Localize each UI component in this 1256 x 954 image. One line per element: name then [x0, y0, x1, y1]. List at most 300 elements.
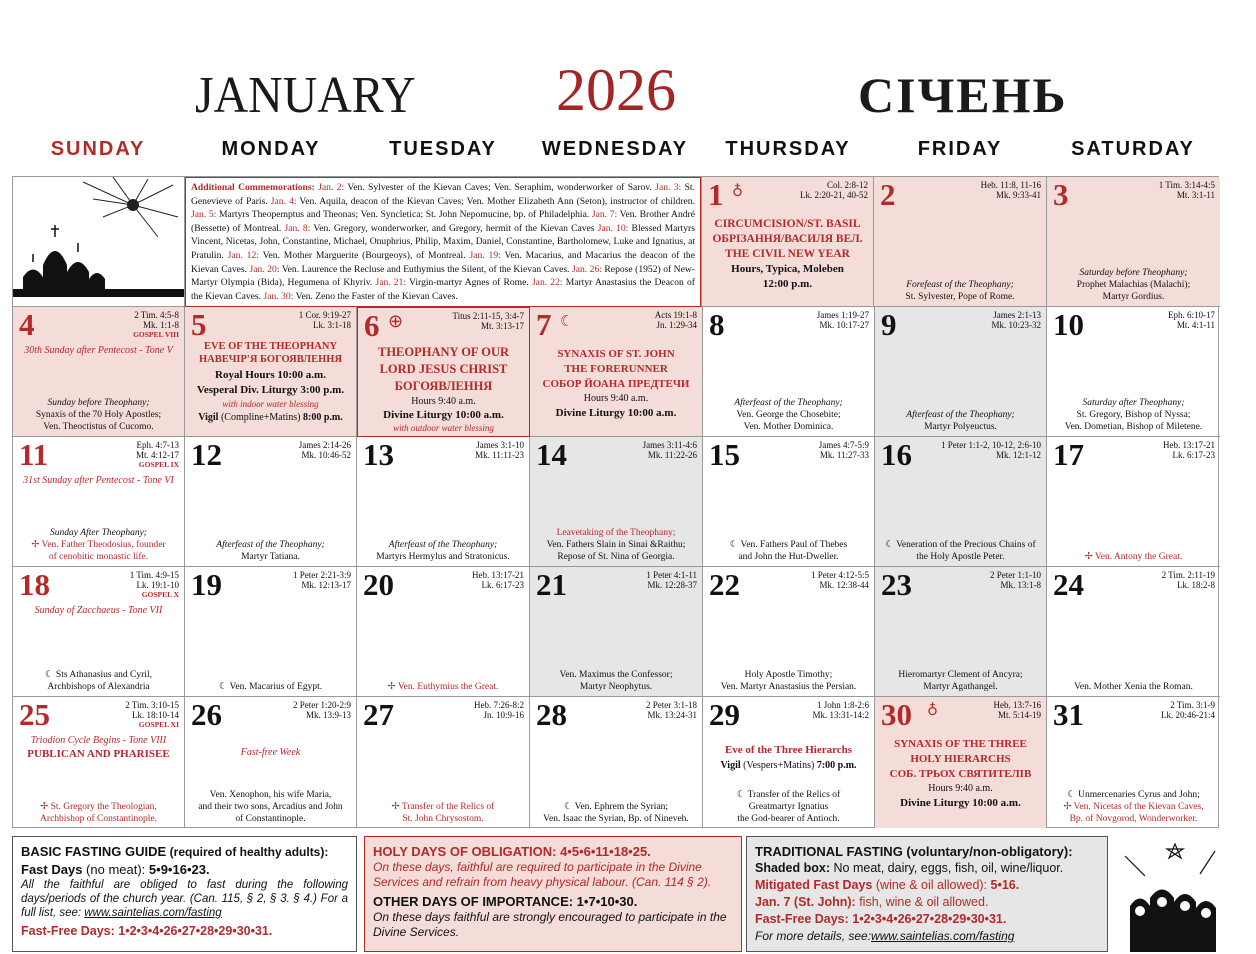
reading-epistle: James 2:14-26	[298, 440, 351, 450]
day-number: 4	[19, 307, 35, 342]
day-cell-27	[357, 697, 530, 828]
reading-gospel: Mk. 10:46-52	[301, 450, 351, 460]
feast-line: EVE OF THE THEOPHANY	[203, 341, 338, 352]
sunday-title: Sunday of Zacchaeus - Tone VII	[34, 605, 163, 616]
comm-date: Jan. 21:	[375, 277, 407, 289]
day-number: 30	[881, 697, 912, 732]
box-heading: HOLY DAYS OF OBLIGATION: 4•5•6•11•18•25.	[373, 844, 651, 859]
day-number: 11	[19, 437, 49, 472]
comm-line: Martyr Tatiana.	[241, 552, 300, 562]
day-cell-22	[703, 567, 875, 697]
reading-epistle: James 2:1-13	[993, 310, 1041, 320]
feast-line: НАВЕЧІР'Я БОГОЯВЛЕННЯ	[198, 354, 343, 365]
gospel-tone: GOSPEL X	[141, 590, 179, 599]
comm-line: Forefeast of the Theophany;	[906, 280, 1014, 290]
feast-heading	[875, 737, 1046, 810]
readings	[293, 570, 351, 590]
readings	[812, 700, 869, 720]
service-line: Divine Liturgy 10:00 a.m.	[555, 407, 677, 419]
day-cell-31	[1047, 697, 1220, 828]
commemorations	[13, 527, 184, 563]
comm-line: Synaxis of the 70 Holy Apostles;	[35, 410, 162, 420]
day-number: 10	[1053, 307, 1084, 342]
comm-line: Ven. Isaac the Syrian, Bp. of Nineveh.	[543, 814, 689, 824]
reading-epistle: 2 Tim. 3:10-15	[125, 700, 179, 710]
comm-date: Jan. 20:	[249, 263, 280, 275]
comm-line: Ven. Theoctistus of Cucomo.	[43, 422, 154, 432]
comm-date: Jan. 4:	[270, 195, 297, 207]
feast-line: THE CIVIL NEW YEAR	[725, 248, 850, 260]
shaded-box-note: No meat, dairy, eggs, fish, oil, wine/liquor.	[833, 861, 1064, 875]
comm-line: Ven. Dometian, Bishop of Miletene.	[1064, 422, 1203, 432]
day-cell-21	[530, 567, 703, 697]
day-cell-23	[875, 567, 1047, 697]
comm-line: the God-bearer of Antioch.	[737, 814, 840, 824]
comm-date: Jan. 3:	[655, 182, 682, 193]
reading-epistle: Heb. 13:17-21	[472, 570, 524, 580]
box-heading: BASIC FASTING GUIDE	[21, 844, 167, 859]
comm-line: Repose of St. Nina of Georgia.	[557, 552, 675, 562]
feast-line: CIRCUMCISION/ST. BASIL	[714, 218, 861, 230]
sunday-title: Triodion Cycle Begins - Tone VIII	[30, 735, 167, 746]
day-cell-28	[530, 697, 703, 828]
readings	[125, 700, 179, 730]
feast-line: SYNAXIS OF THE THREE	[894, 738, 1027, 750]
commemorations	[185, 539, 356, 563]
service-line: Hours, Typica, Moleben	[731, 263, 844, 275]
readings	[136, 440, 179, 470]
day-cell-17	[1047, 437, 1220, 567]
reading-gospel: Mt. 5:14-19	[997, 710, 1041, 720]
reading-gospel: Mt. 3:13-17	[480, 321, 524, 331]
reading-gospel: Mk. 12:1-12	[996, 450, 1041, 460]
jan7-note: fish, wine & oil allowed.	[859, 895, 989, 909]
reading-epistle: James 3:1-10	[476, 440, 524, 450]
service-line: Vigil	[720, 760, 741, 771]
traditional-fasting-box	[746, 836, 1108, 952]
mitigated-days: 5•16.	[990, 878, 1020, 892]
fish-icon: ☾	[560, 314, 574, 330]
reading-gospel: Mk. 11:22-26	[647, 450, 697, 460]
reading-epistle: Acts 19:1-8	[654, 310, 697, 320]
comm-line: Ven. Maximus the Confessor;	[559, 670, 673, 680]
comm-text: Ven. Aquila, deacon of the Kievan Caves; Ven. Mother Elizabeth Ann (Seton), instructor of children.	[299, 195, 695, 207]
commemorations	[357, 801, 529, 825]
day-number: 2	[880, 177, 896, 212]
comm-date: Jan. 26:	[571, 263, 602, 275]
feast-line: PUBLICAN AND PHARISEE	[27, 748, 170, 760]
readings	[1163, 440, 1215, 460]
commemorations	[703, 789, 874, 825]
details-note: For more details, see:	[755, 929, 872, 943]
reading-gospel: Mk. 9:33-41	[996, 190, 1041, 200]
comm-line: ☾ Unmercenaries Cyrus and John;	[1067, 790, 1200, 800]
fast-explanation: All the faithful are obliged to fast during the following days/periods of the church year. (Can. 115, § 2, § 3. § 4.) For a full list, see:	[21, 879, 348, 919]
feast-cross-icon: ⊕	[388, 311, 404, 331]
day-number: 18	[19, 567, 50, 602]
comm-date: Jan. 12:	[227, 249, 259, 261]
comm-line: Archbishop of Constantinople.	[40, 814, 157, 824]
reading-epistle: James 1:19-27	[816, 310, 869, 320]
commemorations	[13, 801, 184, 825]
sunday-heading	[13, 735, 184, 762]
day-number: 23	[881, 567, 912, 602]
comm-line: ✢ Ven. Nicetas of the Kievan Caves,	[1063, 802, 1204, 812]
day-number: 17	[1053, 437, 1084, 472]
service-note: (Vespers+Matins)	[743, 760, 815, 771]
feast-line: Eve of the Three Hierarchs	[724, 744, 853, 756]
feast-line: ОБРІЗАННЯ/ВАСИЛЯ ВЕЛ.	[712, 233, 863, 245]
basic-fasting-guide	[12, 836, 357, 952]
day-cell-26	[185, 697, 357, 828]
mitigated-label: Mitigated Fast Days	[755, 878, 873, 892]
comm-text: Repose (1952) of New-Martyr Olympia (Bida), Hegumena of Khyriv.	[191, 263, 695, 289]
feast-heading	[185, 340, 356, 425]
readings	[646, 570, 697, 590]
reading-epistle: 2 Peter 1:20-2:9	[293, 700, 351, 710]
commemorations	[185, 681, 356, 693]
commemorations	[703, 397, 874, 433]
reading-epistle: Heb. 11:8, 11-16	[980, 180, 1041, 190]
feast-line: LORD JESUS CHRIST	[379, 362, 508, 376]
comm-line: Archbishops of Alexandria	[47, 682, 150, 692]
reading-gospel: Mt. 4:1-11	[1176, 320, 1215, 330]
day-number: 22	[709, 567, 740, 602]
week-title: Fast-free Week	[240, 747, 301, 758]
service-note: with indoor water blessing	[222, 399, 319, 409]
gospel-tone: GOSPEL VIII	[133, 330, 179, 339]
reading-epistle: 1 Peter 4:1-11	[646, 570, 697, 580]
comm-line: ☾ Sts Athanasius and Cyril,	[45, 670, 152, 680]
day-cell-1	[701, 177, 874, 307]
sunday-title: 31st Sunday after Pentecost - Tone VI	[23, 475, 174, 486]
readings	[475, 440, 524, 460]
comm-line: Martyr Agathangel.	[923, 682, 998, 692]
comm-line: Afterfeast of the Theophany;	[216, 540, 325, 550]
reading-gospel: Mk. 11:11-23	[475, 450, 524, 460]
readings	[474, 700, 524, 720]
additional-label: Additional Commemorations:	[191, 182, 315, 193]
readings	[133, 310, 179, 340]
box-heading: TRADITIONAL FASTING (voluntary/non-obligatory):	[755, 844, 1073, 859]
feast-heading	[703, 743, 874, 773]
comm-date: Jan. 7:	[591, 209, 618, 221]
commemorations	[13, 669, 184, 693]
holy-days-box	[364, 836, 742, 952]
day-number: 12	[191, 437, 222, 472]
reading-gospel: Mk. 12:13-17	[301, 580, 351, 590]
importance-note: On these days faithful are strongly encouraged to participate in the Divine Services.	[373, 910, 727, 939]
fast-days-list: 5•9•16•23.	[148, 862, 210, 877]
day-number: 25	[19, 697, 50, 732]
comm-line: Sunday before Theophany;	[47, 398, 150, 408]
commemorations	[530, 669, 702, 693]
reading-gospel: Mk. 1:1-8	[143, 320, 179, 330]
reading-gospel: Mk. 13:31-14:2	[812, 710, 869, 720]
comm-text: Ven. Brother André (Bessette) of Montreal.	[191, 209, 695, 234]
reading-epistle: 2 Peter 3:1-18	[646, 700, 697, 710]
commemorations	[875, 669, 1046, 693]
commemorations	[703, 539, 874, 563]
year-title: 2026	[556, 57, 676, 123]
reading-epistle: Col. 2:8-12	[826, 180, 868, 190]
day-cell-13	[357, 437, 530, 567]
day-number: 14	[536, 437, 567, 472]
reading-gospel: Lk. 18:2-8	[1177, 580, 1215, 590]
day-cell-2	[874, 177, 1047, 307]
church-domes-icon	[13, 177, 185, 307]
service-time: 12:00 p.m.	[762, 278, 813, 290]
day-number: 5	[191, 307, 207, 342]
day-number: 24	[1053, 567, 1084, 602]
day-cell-11	[13, 437, 185, 567]
reading-epistle: 1 Peter 4:12-5:5	[811, 570, 869, 580]
comm-text: Ven. Zeno the Faster of the Kievan Caves.	[295, 290, 458, 302]
service-line: Divine Liturgy 10:00 a.m.	[383, 409, 504, 421]
fast-free-days: Fast-Free Days: 1•2•3•4•26•27•28•29•30•31.	[21, 924, 273, 938]
day-number: 15	[709, 437, 740, 472]
reading-gospel: Mk. 13:9-13	[306, 710, 351, 720]
day-cell-8	[703, 307, 875, 437]
comm-line: ☾ Ven. Ephrem the Syrian;	[563, 802, 669, 812]
readings	[1161, 700, 1215, 720]
reading-epistle: 1 Tim. 4:9-15	[129, 570, 179, 580]
comm-text: Virgin-martyr Agnes of Rome.	[409, 277, 529, 289]
readings	[1162, 570, 1215, 590]
comm-line: Ven. Mother Xenia the Roman.	[1074, 682, 1193, 692]
comm-text: Ven. Mother Marguerite (Bourgeoys), of Montreal.	[262, 249, 466, 261]
commemorations	[185, 789, 356, 825]
comm-text: Ven. Laurence the Recluse and Euthymius the Silent, of the Kievan Caves.	[281, 263, 570, 275]
monks-illustration-icon	[1115, 836, 1223, 952]
comm-date: Jan. 8:	[284, 222, 311, 234]
day-number: 31	[1053, 697, 1084, 732]
readings	[643, 440, 697, 460]
dow-tuesday: TUESDAY	[389, 138, 497, 160]
service-line: Hours 9:40 a.m.	[411, 396, 476, 407]
day-number: 21	[536, 567, 567, 602]
comm-date: Jan. 5:	[191, 209, 217, 221]
reading-epistle: 1 Peter 1:1-2, 10-12, 2:6-10	[941, 440, 1041, 450]
day-number: 13	[363, 437, 394, 472]
comm-line: Saturday after Theophany;	[1082, 398, 1185, 408]
reading-gospel: Mt. 4:12-17	[135, 450, 179, 460]
day-number: 29	[709, 697, 740, 732]
feast-line: SYNAXIS OF ST. JOHN	[557, 348, 675, 360]
day-cell-29	[703, 697, 875, 828]
service-line: Royal Hours 10:00 a.m.	[215, 369, 326, 381]
feast-line: БОГОЯВЛЕННЯ	[394, 379, 493, 393]
day-cell-16	[875, 437, 1047, 567]
readings	[655, 310, 697, 330]
gospel-tone: GOSPEL XI	[138, 720, 179, 729]
commemorations	[703, 669, 874, 693]
day-cell-3	[1047, 177, 1220, 307]
comm-line: ✢ St. Gregory the Theologian,	[40, 802, 157, 812]
comm-line: Bp. of Novgorod, Wonderworker.	[1069, 814, 1198, 824]
mitigated-note: (wine & oil allowed):	[875, 878, 988, 892]
service-time: 8:00 p.m.	[302, 412, 343, 423]
comm-text: Ven. Sylvester of the Kievan Caves; Ven. Seraphim, wonderworker of Sarov.	[347, 182, 652, 193]
reading-gospel: Mk. 11:27-33	[819, 450, 869, 460]
day-number: 6	[364, 308, 380, 343]
reading-epistle: Titus 2:11-15, 3:4-7	[452, 311, 524, 321]
comm-line: Saturday before Theophany;	[1079, 268, 1188, 278]
comm-text: Martyrs Theopemptus and Theonas; Ven. Syncletica; St. John Nepomucine, bp. of Philadelphia.	[218, 209, 590, 221]
reading-epistle: James 4:7-5:9	[818, 440, 869, 450]
reading-gospel: Lk. 18:10-14	[132, 710, 179, 720]
readings	[293, 700, 351, 720]
sunday-title: 30th Sunday after Pentecost - Tone V	[24, 345, 173, 356]
readings	[299, 440, 351, 460]
readings	[130, 570, 179, 600]
day-cell-5	[185, 307, 357, 437]
feast-line: СОБ. ТРЬОХ СВЯТИТЕЛІВ	[889, 768, 1032, 780]
comm-line: Hieromartyr Clement of Ancyra;	[898, 670, 1023, 680]
reading-epistle: Heb. 13:17-21	[1163, 440, 1215, 450]
comm-line: ☾ Veneration of the Precious Chains of	[885, 540, 1036, 550]
reading-gospel: Mk. 12:38-44	[819, 580, 869, 590]
feast-heading	[702, 217, 873, 292]
reading-epistle: 2 Tim. 3:1-9	[1170, 700, 1215, 710]
readings	[811, 570, 869, 590]
day-number: 19	[191, 567, 222, 602]
commemorations	[1047, 789, 1220, 825]
comm-line: ✢ Transfer of the Relics of	[391, 802, 495, 812]
service-line: Vesperal Div. Liturgy 3:00 p.m.	[196, 384, 345, 396]
day-number: 16	[881, 437, 912, 472]
comm-line: the Holy Apostle Peter.	[916, 552, 1005, 562]
day-cell-7	[530, 307, 703, 437]
service-line: Vigil	[198, 412, 219, 423]
commemorations	[357, 681, 529, 693]
service-note: (Compline+Matins)	[220, 412, 301, 423]
commemorations	[874, 279, 1046, 303]
comm-text: Martyr Anastasius the Deacon of the Kievan Caves.	[191, 277, 695, 302]
reading-epistle: Heb. 7:26-8:2	[474, 700, 524, 710]
day-cell-30	[875, 697, 1047, 828]
dow-saturday: SATURDAY	[1071, 138, 1195, 160]
service-line: Hours 9:40 a.m.	[583, 393, 649, 404]
day-cell-12	[185, 437, 357, 567]
comm-date: Jan. 10:	[597, 222, 629, 234]
commemorations	[1047, 397, 1220, 433]
commemorations	[13, 397, 184, 433]
shaded-box-label: Shaded box:	[755, 861, 831, 875]
commemorations	[1047, 267, 1220, 303]
feast-line: THE FORERUNNER	[564, 363, 668, 375]
month-title-ukrainian: СІЧЕНЬ	[858, 67, 1068, 123]
day-cell-24	[1047, 567, 1220, 697]
day-number: 3	[1053, 177, 1069, 212]
reading-epistle: 1 Peter 2:21-3:9	[293, 570, 351, 580]
comm-line: ☾ Ven. Macarius of Egypt.	[218, 682, 323, 692]
comm-line: Martyr Neophytus.	[579, 682, 653, 692]
readings	[299, 310, 351, 330]
reading-gospel: Mt. 3:1-11	[1176, 190, 1215, 200]
reading-epistle: Eph. 6:10-17	[1168, 310, 1215, 320]
reading-epistle: Eph. 4:7-13	[136, 440, 179, 450]
reading-gospel: Mk. 13:1-8	[1000, 580, 1041, 590]
readings	[817, 310, 869, 330]
box-heading: OTHER DAYS OF IMPORTANCE: 1•7•10•30.	[373, 894, 638, 909]
month-title: JANUARY	[195, 67, 416, 124]
day-number: 20	[363, 567, 394, 602]
comm-line: Prophet Malachias (Malachi);	[1076, 280, 1191, 290]
fast-free-days: Fast-Free Days: 1•2•3•4•26•27•28•29•30•31.	[755, 912, 1007, 926]
day-number: 26	[191, 697, 222, 732]
comm-line: Leavetaking of the Theophany;	[556, 528, 676, 538]
reading-epistle: 1 Cor. 9:19-27	[298, 310, 351, 320]
service-line: Divine Liturgy 10:00 a.m.	[900, 797, 1021, 809]
commemorations	[357, 539, 529, 563]
comm-line: ☾ Transfer of the Relics of	[736, 790, 841, 800]
readings	[1168, 310, 1215, 330]
day-cell-14	[530, 437, 703, 567]
reading-gospel: Lk. 6:17-23	[481, 580, 524, 590]
reading-gospel: Mk. 12:28-37	[647, 580, 697, 590]
jan7-label: Jan. 7 (St. John):	[755, 895, 856, 909]
reading-gospel: Lk. 20:46-21:4	[1161, 710, 1215, 720]
dow-monday: MONDAY	[221, 138, 321, 160]
reading-gospel: Jn. 1:29-34	[656, 320, 697, 330]
feast-line: СОБОР ЙОАНА ПРЕДТЕЧИ	[542, 378, 690, 390]
day-number: 9	[881, 307, 897, 342]
comm-line: Ven. Fathers Slain in Sinai &Raithu;	[546, 540, 686, 550]
feast-cross-icon: ♁	[732, 184, 743, 200]
fasting-link[interactable]: www.saintelias.com/fasting	[871, 929, 1015, 943]
commemorations	[875, 539, 1046, 563]
feast-heading	[358, 344, 529, 434]
reading-epistle: James 3:11-4:6	[642, 440, 697, 450]
day-number: 8	[709, 307, 725, 342]
box-subheading: (required of healthy adults):	[169, 845, 329, 859]
comm-text: Blessed Martyrs Vincent, Nicetas, John, Constantine, Michael, Onuphrius, Philip, Maxim, Daniel, Constantine, Bartholomew, Luke and Ignatius, at Pratulin.	[191, 222, 695, 261]
feast-line: HOLY HIERARCHS	[910, 753, 1011, 765]
day-number: 7	[536, 307, 552, 342]
comm-date: Jan. 22:	[531, 277, 563, 289]
comm-line: and John the Hut-Dweller.	[738, 552, 839, 562]
comm-line: Ven. Martyr Anastasius the Persian.	[720, 682, 857, 692]
readings	[992, 310, 1042, 330]
comm-line: and their two sons, Arcadius and John	[198, 802, 343, 812]
reading-epistle: 2 Tim. 2:11-19	[1161, 570, 1215, 580]
comm-line: St. Sylvester, Pope of Rome.	[905, 292, 1015, 302]
fasting-link[interactable]: www.saintelias.com/fasting	[84, 907, 222, 919]
comm-text: Ven. Macarius, and Macarius the deacon of the Kievan Caves.	[191, 249, 695, 275]
comm-line: Greatmartyr Ignatius	[748, 802, 829, 812]
reading-gospel: Lk. 19:1-10	[136, 580, 179, 590]
readings	[994, 700, 1042, 720]
readings	[452, 311, 524, 331]
feast-heading	[530, 347, 702, 420]
comm-date: Jan. 30:	[263, 290, 294, 302]
day-cell-15	[703, 437, 875, 567]
gospel-tone: GOSPEL IX	[138, 460, 179, 469]
dow-wednesday: WEDNESDAY	[541, 138, 689, 160]
comm-line: Martyr Polyeuctus.	[924, 422, 997, 432]
reading-epistle: Heb. 13:7-16	[993, 700, 1041, 710]
service-time: 7:00 p.m.	[816, 760, 857, 771]
dow-sunday: SUNDAY	[50, 138, 146, 160]
comm-line: Ven. Mother Dominica.	[743, 422, 834, 432]
reading-epistle: 2 Tim. 4:5-8	[134, 310, 179, 320]
reading-gospel: Lk. 3:1-18	[313, 320, 351, 330]
readings	[646, 700, 697, 720]
readings	[819, 440, 869, 460]
readings	[941, 440, 1041, 460]
day-cell-10	[1047, 307, 1220, 437]
